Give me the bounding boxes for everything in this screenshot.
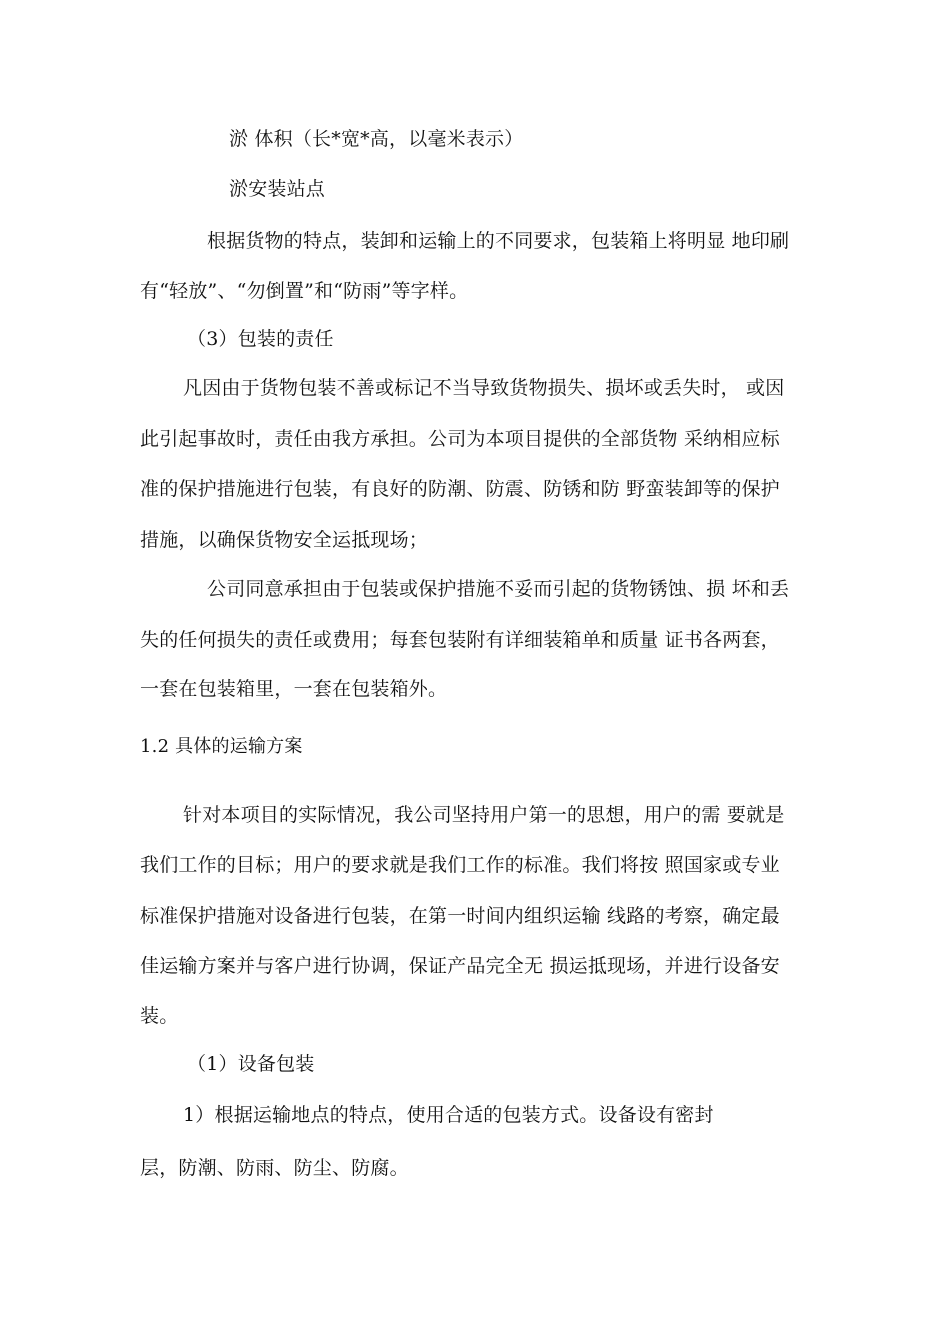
text-line-para1-1: 根据货物的特点，装卸和运输上的不同要求，包装箱上将明显 地印刷 bbox=[207, 230, 790, 252]
text-line-para5-2: 层，防潮、防雨、防尘、防腐。 bbox=[140, 1157, 409, 1179]
text-line-para4-2: 我们工作的目标；用户的要求就是我们工作的标准。我们将按 照国家或专业 bbox=[140, 854, 780, 876]
subheading-packaging-responsibility: （3）包装的责任 bbox=[187, 328, 334, 350]
text-line-install-site: 淤安装站点 bbox=[229, 178, 326, 200]
text-line-para3-3: 一套在包装箱里，一套在包装箱外。 bbox=[140, 678, 448, 700]
section-heading-transport-plan: 1.2 具体的运输方案 bbox=[140, 736, 303, 757]
text-line-para2-4: 措施，以确保货物安全运抵现场； bbox=[140, 529, 429, 551]
text-line-para4-5: 装。 bbox=[140, 1005, 179, 1027]
subheading-equipment-packaging: （1）设备包装 bbox=[187, 1053, 315, 1075]
text-line-para2-1: 凡因由于货物包装不善或标记不当导致货物损失、损坏或丢失时， 或因 bbox=[183, 377, 785, 399]
text-line-para4-3: 标准保护措施对设备进行包装，在第一时间内组织运输 线路的考察，确定最 bbox=[140, 905, 780, 927]
text-line-para3-2: 失的任何损失的责任或费用；每套包装附有详细装箱单和质量 证书各两套， bbox=[140, 629, 780, 651]
text-line-para4-4: 佳运输方案并与客户进行协调，保证产品完全无 损运抵现场，并进行设备安 bbox=[140, 955, 780, 977]
text-line-para1-2: 有“轻放”、“勿倒置”和“防雨”等字样。 bbox=[140, 280, 469, 302]
text-line-para2-2: 此引起事故时，责任由我方承担。公司为本项目提供的全部货物 采纳相应标 bbox=[140, 428, 780, 450]
text-line-para3-1: 公司同意承担由于包装或保护措施不妥而引起的货物锈蚀、损 坏和丢 bbox=[207, 578, 790, 600]
text-line-para2-3: 准的保护措施进行包装，有良好的防潮、防震、防锈和防 野蛮装卸等的保护 bbox=[140, 478, 780, 500]
text-line-volume: 淤 体积（长*宽*高，以毫米表示） bbox=[229, 128, 524, 150]
text-line-para4-1: 针对本项目的实际情况，我公司坚持用户第一的思想，用户的需 要就是 bbox=[183, 804, 785, 826]
text-line-para5-1: 1）根据运输地点的特点，使用合适的包装方式。设备设有密封 bbox=[183, 1104, 714, 1126]
